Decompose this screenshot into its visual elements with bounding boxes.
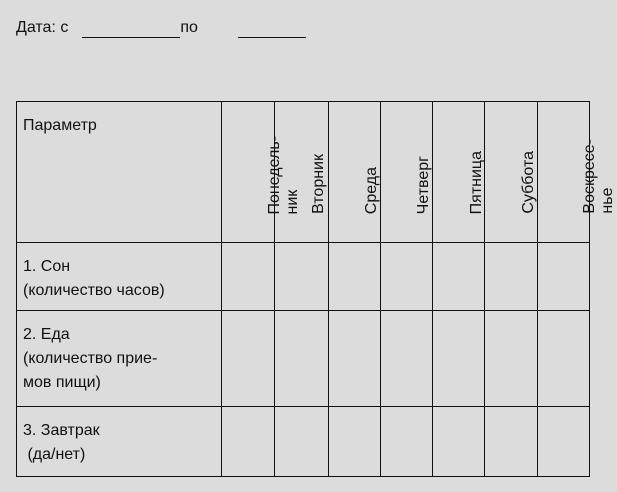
cell-food-monday[interactable] — [222, 311, 275, 407]
day-header-sunday — [537, 102, 617, 243]
day-label-tuesday: Вторник — [310, 154, 328, 214]
day-label-thursday: Четверг — [415, 155, 433, 214]
day-header-saturday — [485, 102, 537, 243]
day-label-saturday: Суббота — [520, 151, 538, 214]
day-header-wednesday — [328, 102, 380, 243]
cell-sleep-sunday[interactable] — [537, 243, 589, 311]
date-to-label: по — [180, 19, 198, 36]
day-header-monday — [222, 102, 302, 243]
day-header-thursday — [380, 102, 432, 243]
day-label-sunday: Воскресе- нье — [581, 139, 617, 214]
day-label-friday: Пятница — [467, 150, 485, 214]
weekly-log-table — [16, 101, 617, 477]
table-row-breakfast — [17, 407, 590, 477]
cell-breakfast-tuesday[interactable] — [275, 407, 328, 477]
cell-food-tuesday[interactable] — [275, 311, 328, 407]
table-header-row — [17, 102, 590, 243]
day-label-monday: Понедель- ник — [266, 135, 302, 214]
param-column-header: Параметр — [17, 102, 222, 243]
date-to-blank[interactable] — [238, 21, 306, 38]
cell-sleep-friday[interactable] — [433, 243, 485, 311]
cell-sleep-saturday[interactable] — [485, 243, 537, 311]
cell-sleep-monday[interactable] — [222, 243, 275, 311]
row-label-food: 2. Еда (количество прие- мов пищи) — [17, 311, 222, 407]
row-label-breakfast: 3. Завтрак (да/нет) — [17, 407, 222, 477]
cell-breakfast-saturday[interactable] — [485, 407, 537, 477]
cell-breakfast-monday[interactable] — [222, 407, 275, 477]
cell-breakfast-sunday[interactable] — [537, 407, 589, 477]
day-label-wednesday: Среда — [363, 166, 381, 214]
cell-food-thursday[interactable] — [380, 311, 432, 407]
row-label-sleep: 1. Сон (количество часов) — [17, 243, 222, 311]
cell-breakfast-wednesday[interactable] — [328, 407, 380, 477]
cell-sleep-wednesday[interactable] — [328, 243, 380, 311]
day-header-friday — [433, 102, 485, 243]
date-from-blank[interactable] — [82, 21, 180, 38]
date-label: Дата: с — [16, 19, 69, 36]
cell-food-sunday[interactable] — [537, 311, 589, 407]
cell-food-wednesday[interactable] — [328, 311, 380, 407]
table-row-sleep — [17, 243, 590, 311]
day-header-tuesday — [275, 102, 328, 243]
date-range-line — [16, 18, 306, 38]
cell-sleep-tuesday[interactable] — [275, 243, 328, 311]
cell-food-saturday[interactable] — [485, 311, 537, 407]
cell-food-friday[interactable] — [433, 311, 485, 407]
cell-breakfast-thursday[interactable] — [380, 407, 432, 477]
table-row-food — [17, 311, 590, 407]
cell-sleep-thursday[interactable] — [380, 243, 432, 311]
cell-breakfast-friday[interactable] — [433, 407, 485, 477]
